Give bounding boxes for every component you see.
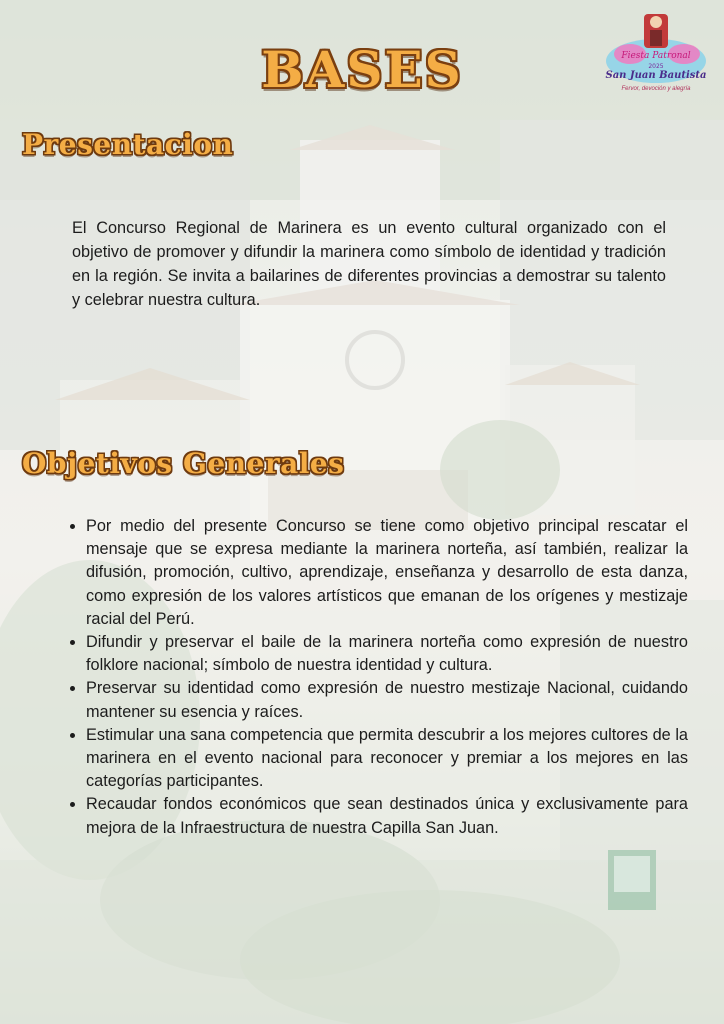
objective-item: • Preservar su identidad como expresión de nuestro mestizaje Nacional, cuidando mantener su esencia y raíces. — [86, 677, 688, 723]
objective-item: • Estimular una sana competencia que permita descubrir a los mejores cultores de la marinera en el evento nacional para reconocer y premiar a los mejores en las categorías participantes. — [86, 724, 688, 794]
logo-caption: Fervor, devoción y alegría — [621, 86, 691, 92]
section-heading-presentacion: Presentacion — [22, 128, 234, 161]
svg-text:Fiesta Patronal: Fiesta Patronal — [621, 51, 691, 61]
svg-text:2025: 2025 — [648, 63, 664, 70]
objective-item: • Difundir y preservar el baile de la marinera norteña como expresión de nuestro folklore nacional; símbolo de nuestra identidad y cultura. — [86, 631, 688, 677]
section-heading-objetivos: Objetivos Generales — [22, 447, 345, 480]
presentation-paragraph: El Concurso Regional de Marinera es un evento cultural organizado con el objetivo de promover y difundir la marinera como símbolo de identidad y tradición en la región. Se invita a bailarines de diferentes provincias a demostrar su talento y celebrar nuestra cultura. — [72, 219, 666, 309]
svg-text:San Juan Bautista: San Juan Bautista — [605, 70, 707, 81]
objective-item: • Recaudar fondos económicos que sean destinados única y exclusivamente para mejora de la Infraestructura de nuestra Capilla San Juan. — [86, 793, 688, 839]
objective-item: • Por medio del presente Concurso se tiene como objetivo principal rescatar el mensaje que se expresa mediante la marinera norteña, así también, realizar la difusión, promoción, cultivo, aprendizaje, enseñanza y desarrollo de esta danza, como expresión de los valores artísticos que emanan de los orígenes y mestizaje racial del Perú. — [86, 515, 688, 631]
objectives-list — [66, 515, 688, 840]
page-title: BASES — [261, 40, 463, 99]
safe-point-sign-icon — [606, 848, 658, 912]
